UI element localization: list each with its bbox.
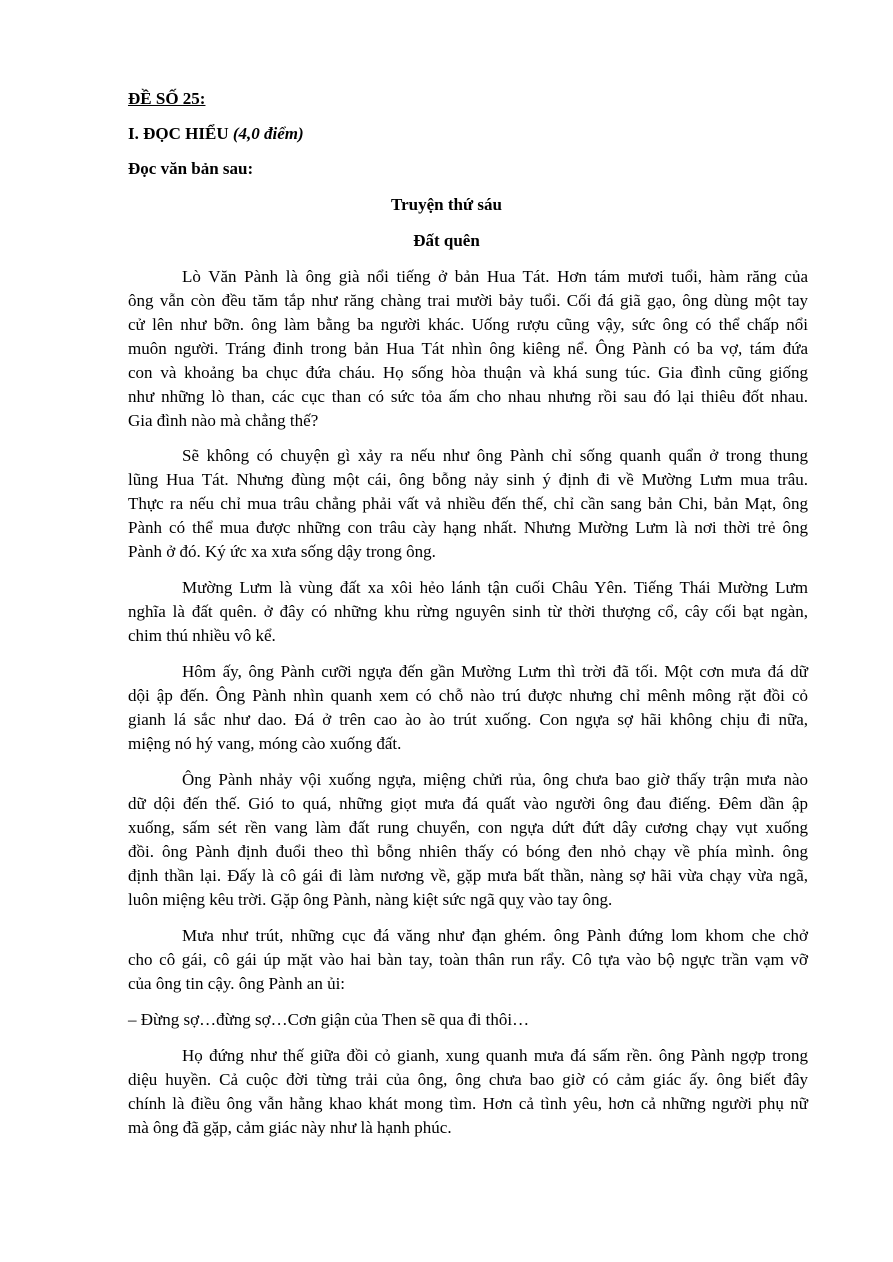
story-paragraph-4 — [128, 660, 808, 756]
paragraph-line: mà ông đã gặp, cảm giác này như là hạnh phúc. — [128, 1118, 452, 1137]
paragraph-line: muôn người. Tráng đinh trong bản Hua Tát nhìn ông kiêng nể. Ông Pành có ba vợ, tám đứa — [128, 339, 808, 358]
paragraph-line: Sẽ không có chuyện gì xảy ra nếu như ông Pành chỉ sống quanh quẩn ở trong thung — [182, 446, 808, 465]
paragraph-line: dữ dội đến thế. Gió to quá, những giọt mưa đá quất vào người ông đau điếng. Đêm dần ập — [128, 794, 808, 813]
story-paragraph-2 — [128, 444, 808, 564]
paragraph-line: gianh lá sắc như dao. Đá ở trên cao ào ào trút xuống. Con ngựa sợ hãi không chịu đi nữa, — [128, 710, 808, 729]
paragraph-line: cho cô gái, cô gái úp mặt vào hai bàn tay, toàn thân run rẩy. Cô tựa vào bộ ngực trần vạm vỡ — [128, 950, 808, 969]
paragraph-line: đồi. ông Pành định đuổi theo thì bỗng nhiên thấy có bóng đen nhỏ chạy về phía mình. ông — [128, 842, 808, 861]
paragraph-line: Họ đứng như thế giữa đồi cỏ gianh, xung quanh mưa đá sấm rền. ông Pành ngợp trong — [182, 1046, 808, 1065]
paragraph-line: Ông Pành nhảy vội xuống ngựa, miệng chửi rủa, ông chưa bao giờ thấy trận mưa nào — [182, 770, 808, 789]
paragraph-line: chính là điều ông vẫn hằng khao khát mong tìm. Hơn cả tình yêu, hơn cả những người phụ nữ — [128, 1094, 808, 1113]
story-paragraph-1 — [128, 265, 808, 433]
paragraph-line: lũng Hua Tát. Nhưng đùng một cái, ông bỗng nảy sinh ý định đi về Mường Lưm mua trâu. — [128, 470, 808, 489]
paragraph-line: xuống, sấm sét rền vang làm đất rung chuyển, con ngựa dứt đứt dây cương chạy vụt xuống — [128, 818, 808, 837]
paragraph-line: như những lò than, các cục than có sức tỏa ấm cho nhau nhưng rồi sau đó lại thiêu đốt nhau. — [128, 387, 808, 406]
paragraph-line: luôn miệng kêu trời. Gặp ông Pành, nàng kiệt sức ngã quỵ vào tay ông. — [128, 890, 613, 909]
paragraph-line: cử lên như bỡn. ông làm bằng ba người khác. Uống rượu cũng vậy, sức ông có thể chấp nổi — [128, 315, 808, 334]
story-subtitle: Truyện thứ sáu — [391, 195, 502, 214]
story-paragraph-6 — [128, 924, 808, 996]
paragraph-line: Pành ở đó. Ký ức xa xưa sống dậy trong ông. — [128, 542, 436, 561]
paragraph-line: Mưa như trút, những cục đá văng như đạn ghém. ông Pành đứng lom khom che chở — [182, 926, 808, 945]
paragraph-line: – Đừng sợ…đừng sợ…Cơn giận của Then sẽ qua đi thôi… — [128, 1010, 530, 1029]
section-heading — [128, 124, 808, 144]
paragraph-line: Pành có thể mua được những con trâu cày hạng nhất. Nhưng Mường Lưm là nơi thời trẻ ông — [128, 518, 808, 537]
story-paragraph-3 — [128, 576, 808, 648]
paragraph-line: Lò Văn Pành là ông già nổi tiếng ở bản Hua Tát. Hơn tám mươi tuổi, hàm răng của — [182, 267, 808, 286]
story-title: Đất quên — [413, 231, 480, 250]
section-points: (4,0 điểm) — [232, 124, 304, 143]
paragraph-line: Thực ra nếu chỉ mua trâu chẳng phải vất vả nhiều đến thế, chỉ cần sang bản Chi, bản Mạt, ông — [128, 494, 808, 513]
paragraph-line: diệu huyền. Cả cuộc đời từng trải của ông, ông chưa bao giờ có cảm giác ấy. ông biết đây — [128, 1070, 808, 1089]
exam-number: ĐỀ SỐ 25: — [128, 89, 206, 108]
paragraph-line: dội ập đến. Ông Pành nhìn quanh xem có chỗ nào trú được nhưng chỉ mênh mông rặt đồi cỏ — [128, 686, 808, 705]
paragraph-line: chim thú nhiều vô kể. — [128, 626, 276, 645]
paragraph-line: nghĩa là đất quên. ở đây có những khu rừng nguyên sinh từ thời thượng cổ, cây cối bạt ngàn, — [128, 602, 808, 621]
paragraph-line: con và khoảng ba chục đứa cháu. Họ sống hòa thuận và khá sung túc. Gia đình cũng giống — [128, 363, 808, 382]
paragraph-line: định thần lại. Đấy là cô gái đi làm nương về, gặp mưa bất thần, nàng sợ hãi vừa chạy vừa ngã, — [128, 866, 808, 885]
paragraph-line: Mường Lưm là vùng đất xa xôi hẻo lánh tận cuối Châu Yên. Tiếng Thái Mường Lưm — [182, 578, 808, 597]
section-title: I. ĐỌC HIỂU — [128, 124, 229, 143]
paragraph-line: Hôm ấy, ông Pành cưỡi ngựa đến gần Mường Lưm thì trời đã tối. Một cơn mưa đá dữ — [182, 662, 808, 681]
paragraph-line: Gia đình nào mà chẳng thế? — [128, 411, 319, 430]
paragraph-line: của ông tin cậy. ông Pành an ủi: — [128, 974, 346, 993]
story-paragraph-5 — [128, 768, 808, 912]
paragraph-line: ông vẫn còn đều tăm tắp như răng chàng trai mười bảy tuổi. Cối đá giã gạo, ông dùng một tay — [128, 291, 808, 310]
reading-instruction: Đọc văn bản sau: — [128, 159, 254, 178]
story-paragraph-8 — [128, 1044, 808, 1140]
paragraph-line: miệng nó hý vang, móng cào xuống đất. — [128, 734, 402, 753]
story-dialogue — [128, 1008, 808, 1032]
